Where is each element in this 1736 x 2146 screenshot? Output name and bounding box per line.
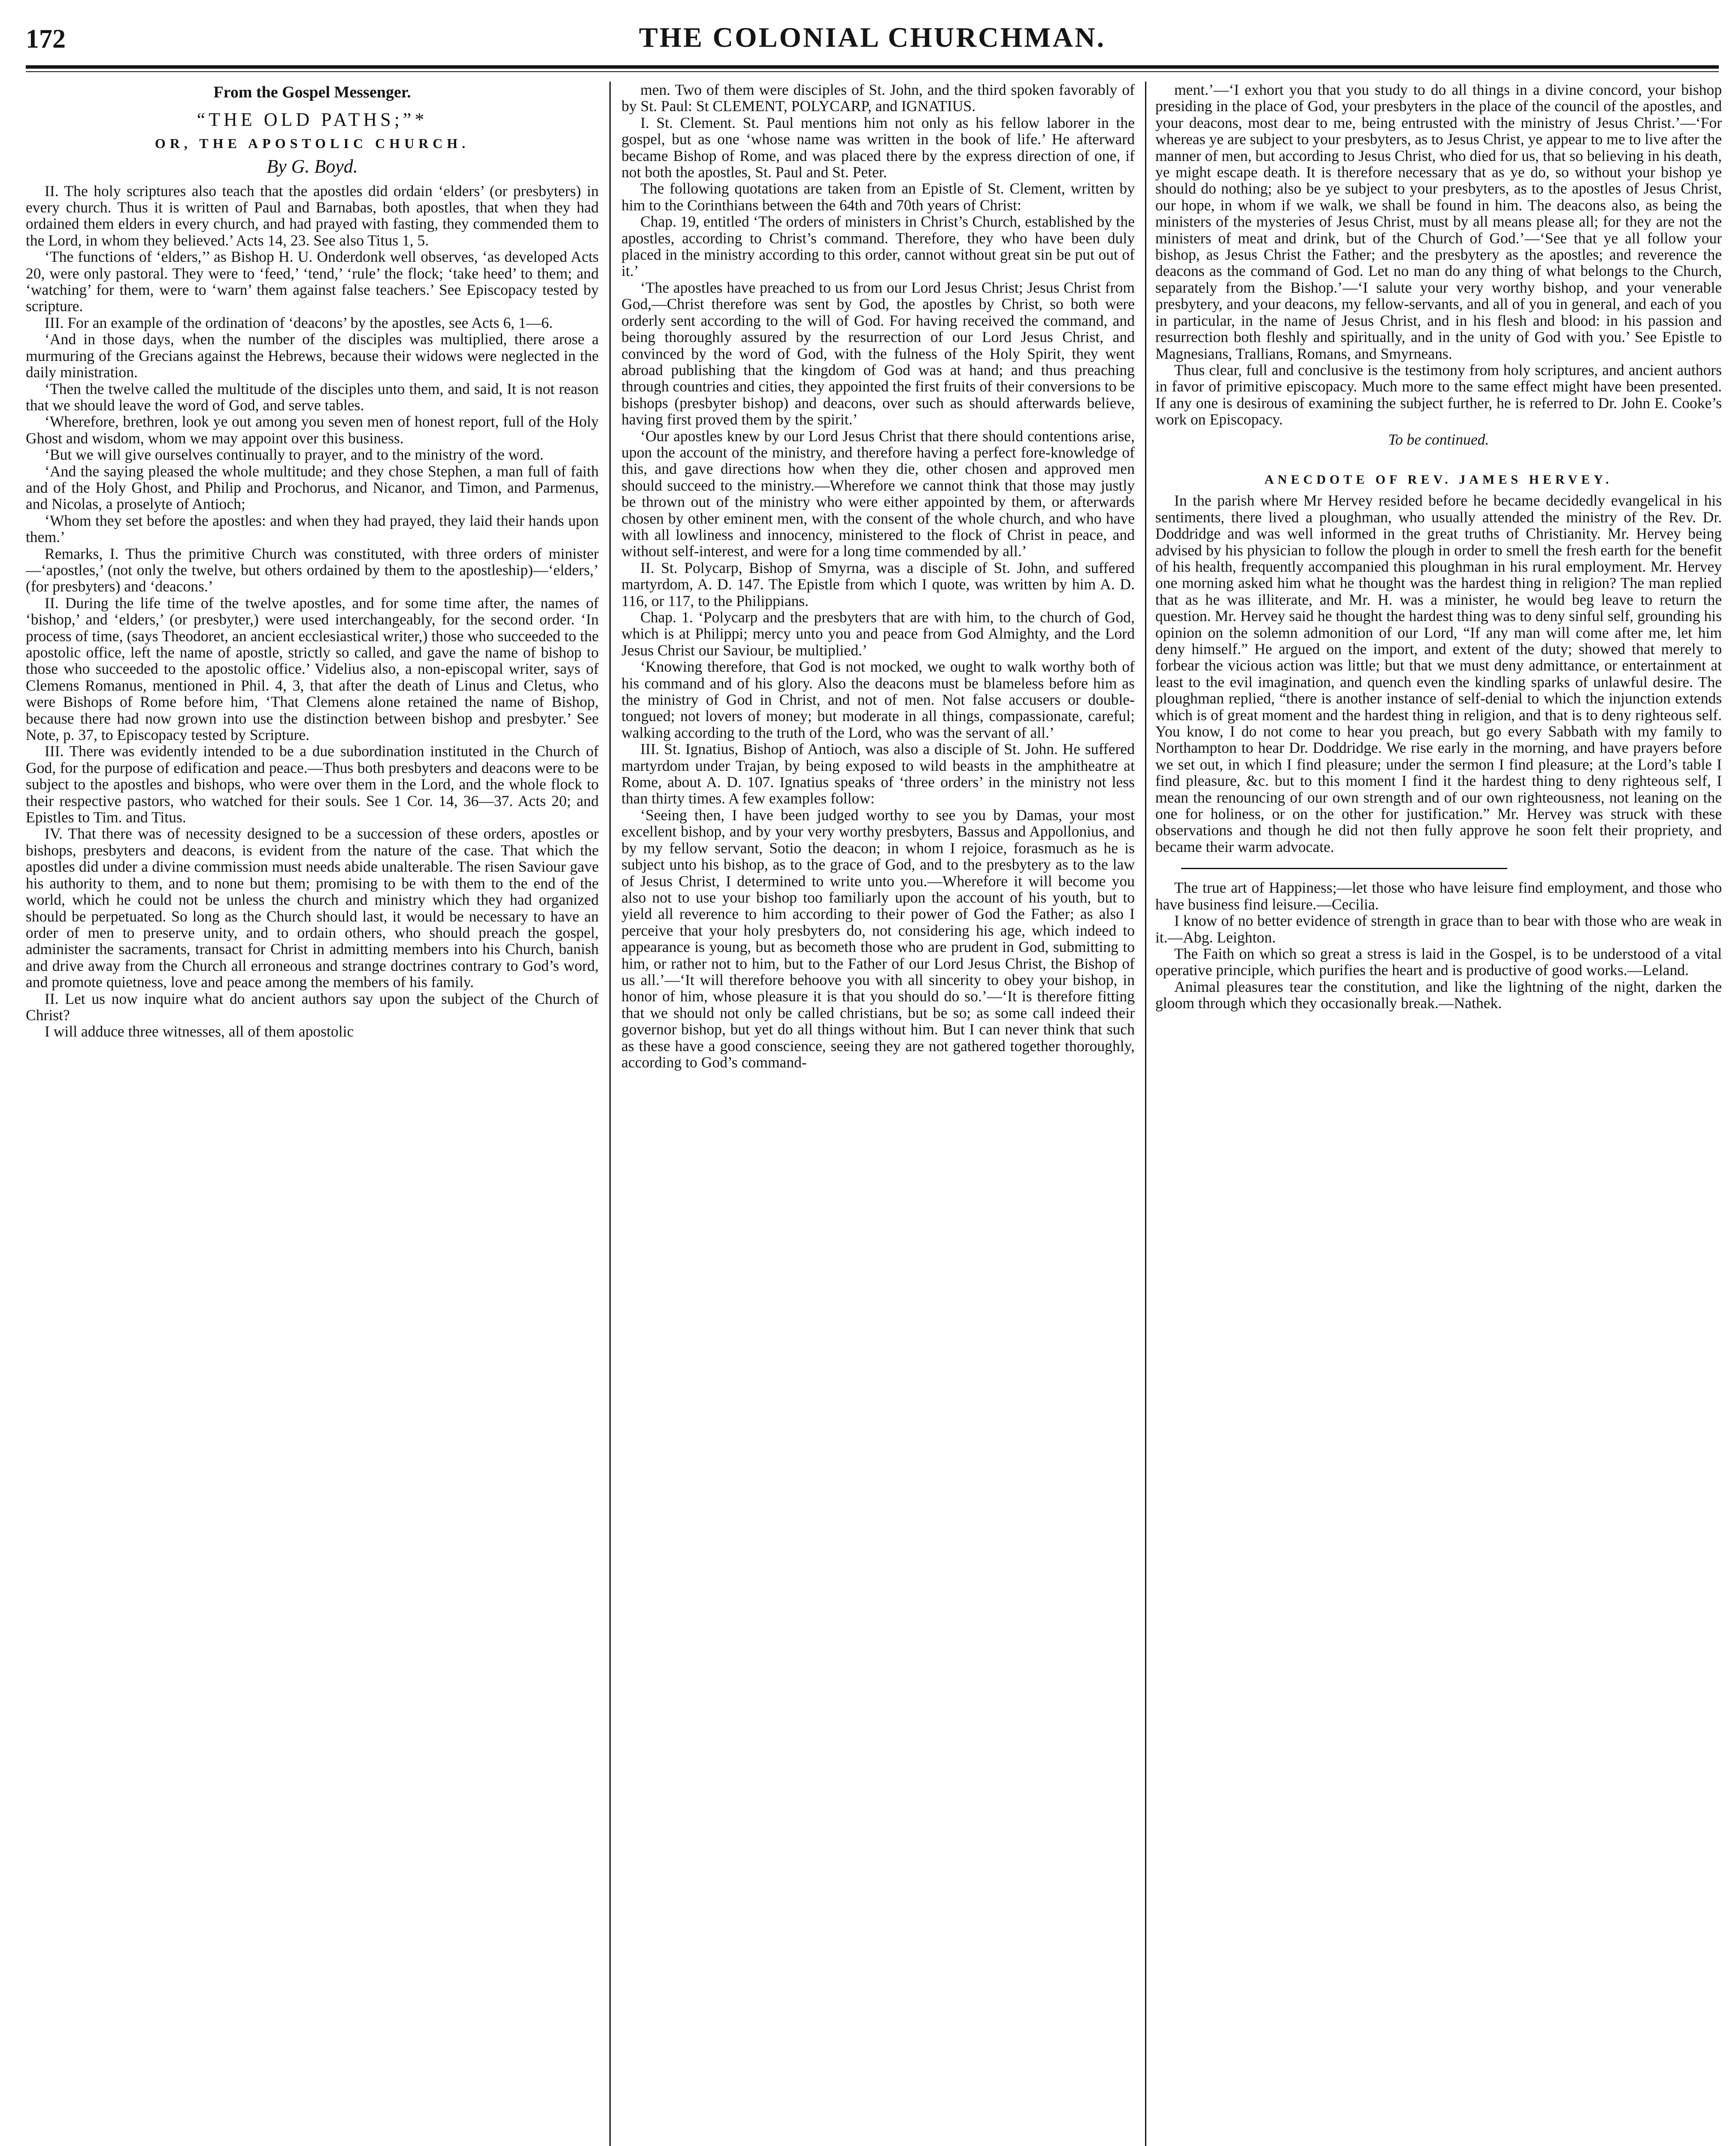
paragraph: men. Two of them were disciples of St. John, and the third spoken favorably of by St. Paul: St CLEMENT, POLYCARP, and IGNATIUS. <box>621 81 1135 115</box>
column-2 <box>621 82 1135 2146</box>
header-rule <box>26 65 1719 69</box>
article-byline: By G. Boyd. <box>267 156 358 177</box>
article-subtitle: OR, THE APOSTOLIC CHURCH. <box>155 135 470 151</box>
paragraph: II. During the life time of the twelve apostles, and for some time after, the names of ‘bishop,’ and ‘elders,’ (or presbyter,) were used interchangeably, for the second order. ‘In process of time, (says Theodoret, an ancient ecclesiastical writer,) those who succeeded to the apostolic office, left the name of apostle, strictly so called, and gave the name of bishop to those who succeeded to the apostolic office.’ Videlius also, a non-episcopal writer, says of Clemens Romanus, mentioned in Phil. 4, 3, that after the death of Linus and Cletus, who were Bishops of Rome before him, ‘That Clemens alone retained the name of Bishop, because there had now grown into use the distinction between bishop and presbyter.’ See Note, p. 37, to Episcopacy tested by Scripture. <box>26 594 599 744</box>
column-divider <box>609 82 611 2146</box>
paragraph: ment.’—‘I exhort you that you study to do all things in a divine concord, your bishop presiding in the place of God, your presbyters in the place of the council of the apostles, and your deacons, most dear to me, being entrusted with the ministry of Jesus Christ.’—‘For whereas ye are subject to your presbyters, as to Jesus Christ, ye appear to me to live after the manner of men, but according to Jesus Christ, who died for us, that so believing in his death, ye might escape death. It is therefore necessary that as ye do, so without your bishop ye should do nothing; also be ye subject to your presbyters, as to the apostles of Jesus Christ, our hope, in whom if we walk, we shall be found in him. The deacons also, as being the ministers of the mysteries of Jesus Christ, must by all means please all; for they are not the ministers of meat and drink, but of the Church of God.’—‘See that ye all follow your bishop, as Jesus Christ the Father; and the presbytery as the apostles; and reverence the deacons as the command of God. Let no man do any thing of what belongs to the Church, separately from the Bishop.’—‘I salute your very worthy bishop, and your venerable presbytery, and your deacons, my fellow-servants, and all of you in general, and each of you in particular, in the name of Jesus Christ, and in his flesh and blood: in his passion and resurrection both fleshly and spiritually, and in the unity of God with you.’ See Epistle to Magnesians, Trallians, Romans, and Smyrneans. <box>1155 81 1722 362</box>
paragraph: In the parish where Mr Hervey resided before he became decidedly evangelical in his sentiments, there lived a ploughman, who usually attended the ministry of the Rev. Dr. Doddridge and was well informed in the great truths of Christianity. Mr. Hervey being advised by his physician to follow the plough in order to smell the fresh earth for the benefit of his health, frequently accompanied this ploughman in his rural employment. Mr. Hervey one morning asked him what he thought was the hardest thing in religion? The man replied that as he was illiterate, and Mr. H. was a minister, he would beg leave to return the question. Mr. Hervey said he thought the hardest thing was to deny sinful self, grounding his opinion on the solemn admonition of our Lord, “If any man will come after me, let him deny himself.” He argued on the import, and extent of the duty; showed that merely to forbear the vicious action was little; but that we must deny admittance, or entertainment at least to the evil imagination, and quench even the kindling sparks of unlawful desire. The ploughman replied, “there is another instance of self-denial to which the injunction extends which is of great moment and the hardest thing in religion, and that is to deny righteous self. You know, I do not come to hear you preach, but go every Sabbath with my family to Northampton to hear Dr. Doddridge. We rise early in the morning, and have prayers before we set out, in which I find pleasure; under the sermon I find pleasure; at the Lord’s table I find pleasure, &c. but to this moment I find it the hardest thing to deny righteous self, I mean the renouncing of our own strength and of our own righteousness, not leaning on the one for holiness, or on the other for justification.” Mr. Hervey was struck with these observations and though he did not then fully approve he soon felt their propriety, and became their warm advocate. <box>1155 492 1722 855</box>
column-3 <box>1155 82 1722 2146</box>
maxim: The Faith on which so great a stress is laid in the Gospel, is to be understood of a vital operative principle, which purifies the heart and is productive of good works.—Leland. <box>1155 945 1722 979</box>
article-source: From the Gospel Messenger. <box>213 83 411 101</box>
paragraph: ‘Then the twelve called the multitude of the disciples unto them, and said, It is not reason that we should leave the word of God, and serve tables. <box>26 380 599 414</box>
paragraph: I will adduce three witnesses, all of them apostolic <box>45 1023 354 1040</box>
paragraph: III. There was evidently intended to be a due subordination instituted in the Church of God, for the purpose of edification and peace.—Thus both presbyters and deacons were to be subject to the apostles and bishops, who were over them in the Lord, and the whole flock to their respective pastors, who watched for their souls. See 1 Cor. 14, 36—37. Acts 20; and Epistles to Tim. and Titus. <box>26 743 599 826</box>
paragraph: II. Let us now inquire what do ancient authors say upon the subject of the Church of Christ? <box>26 990 599 1024</box>
maxim: Animal pleasures tear the constitution, and like the lightning of the night, darken the gloom through which they occasionally break.—Nathek. <box>1155 978 1722 1012</box>
paragraph: ‘Seeing then, I have been judged worthy to see you by Damas, your most excellent bishop, and by your very worthy presbyters, Bassus and Appollonius, and by my fellow servant, Sotio the deacon; in whom I rejoice, forasmuch as he is subject unto his bishop, as to the grace of God, and to the presbytery as to the law of Jesus Christ, I determined to write unto you.—Wherefore it will become you also not to use your bishop too familiarly upon the account of his youth, but to yield all reverence to him according to their power of God the Father; as also I perceive that your holy presbyters do, not considering his age, which indeed to appearance is young, but as becometh those who are prudent in God, submitting to him, or rather not to him, but to the Father of our Lord Jesus Christ, the Bishop of us all.’—‘It will therefore behoove you with all sincerity to obey your bishop, in honor of him, whose pleasure it is that you should do so.’—‘It is therefore fitting that we should not only be called christians, but be so; as some call indeed their governor bishop, but yet do all things without him. But I can never think that such as these have a good conscience, seeing they are not gathered together thoroughly, according to God’s command- <box>621 806 1135 1071</box>
paragraph: The following quotations are taken from an Epistle of St. Clement, written by him to the Corinthians between the 64th and 70th years of Christ: <box>621 180 1135 214</box>
paragraph: Remarks, I. Thus the primitive Church was constituted, with three orders of minister—‘apostles,’ (not only the twelve, but others ordained by them to the apostleship)—‘elders,’ (for presbyters) and ‘deacons.’ <box>26 545 599 595</box>
maxim: The true art of Happiness;—let those who have leisure find employment, and those who have business find leisure.—Cecilia. <box>1155 879 1722 913</box>
page-number: 172 <box>26 24 66 54</box>
page-header <box>26 17 1719 69</box>
paragraph: Thus clear, full and conclusive is the testimony from holy scriptures, and ancient authors in favor of primitive episcopacy. Much more to the same effect might have been presented. If any one is desirous of examining the subject further, he is referred to Dr. John E. Cooke’s work on Episcopacy. <box>1155 361 1722 428</box>
paragraph: Chap. 1. ‘Polycarp and the presbyters that are with him, to the church of God, which is at Philippi; mercy unto you and peace from God Almighty, and the Lord Jesus Christ our Saviour, be multiplied.’ <box>621 609 1135 659</box>
paragraph: ‘And the saying pleased the whole multitude; and they chose Stephen, a man full of faith and of the Holy Ghost, and Philip and Prochorus, and Nicanor, and Timon, and Parmenus, and Nicolas, a proselyte of Antioch; <box>26 462 599 513</box>
column-divider <box>1145 82 1146 2146</box>
anecdote-heading: ANECDOTE OF REV. JAMES HERVEY. <box>1264 472 1613 487</box>
maxim: I know of no better evidence of strength in grace than to bear with those who are weak in it.—Abg. Leighton. <box>1155 912 1722 946</box>
paragraph: ‘The apostles have preached to us from our Lord Jesus Christ; Jesus Christ from God,—Christ therefore was sent by God, the apostles by Christ, so both were orderly sent according to the will of God. For having received the command, and being thoroughly assured by the resurrection of our Lord Jesus Christ, and convinced by the word of God, with the fulness of the Holy Spirit, they went abroad publishing that the kingdom of God was at hand; and thus preaching through countries and cities, they appointed the first fruits of their conversions to be bishops (presbyter bishop) and deacons, over such as should afterwards believe, having first proved them by the spirit.’ <box>621 279 1135 428</box>
paragraph: III. For an example of the ordination of ‘deacons’ by the apostles, see Acts 6, 1—6. <box>45 314 553 331</box>
header-rule-thin <box>26 71 1719 72</box>
to-be-continued: To be continued. <box>1388 430 1489 448</box>
article-title: “THE OLD PATHS;”* <box>197 109 428 130</box>
paragraph: ‘The functions of ‘elders,’’ as Bishop H. U. Onderdonk well observes, ‘as developed Acts 20, were only pastoral. They were to ‘feed,’ ‘tend,’ ‘rule’ the flock; ‘take heed’ to them; and ‘watching’ for them, were to ‘warn’ them against false teachers.’ See Episcopacy tested by scripture. <box>26 248 599 315</box>
paragraph: ‘Whom they set before the apostles: and when they had prayed, they laid their hands upon them.’ <box>26 512 599 546</box>
masthead-title: THE COLONIAL CHURCHMAN. <box>639 22 1106 53</box>
paragraph: II. The holy scriptures also teach that the apostles did ordain ‘elders’ (or presbyters) in every church. Thus it is written of Paul and Barnabas, both apostles, that when they had ordained them elders in every church, and had prayed with fasting, they commended them to the Lord, in whom they believed.’ Acts 14, 23. See also Titus 1, 5. <box>26 182 599 249</box>
paragraph: ‘And in those days, when the number of the disciples was multiplied, there arose a murmuring of the Grecians against the Hebrews, because their widows were neglected in the daily ministration. <box>26 330 599 381</box>
column-1 <box>26 82 599 2146</box>
paragraph: Chap. 19, entitled ‘The orders of ministers in Christ’s Church, established by the apostles, according to Christ’s command. Therefore, they who have been duly placed in the ministry according to this order, cannot without great sin be put out of it.’ <box>621 213 1135 280</box>
paragraph: IV. That there was of necessity designed to be a succession of these orders, apostles or bishops, presbyters and deacons, is evident from the nature of the case. That which the apostles did under a divine commission must needs abide unalterable. The risen Saviour gave his authority to them, and to none but them; promising to be with them to the end of the world, which he could not be unless the church and ministry which they had organized should be perpetuated. So long as the Church should last, it would be necessary to have an order of men to preserve unity, and to ordain others, who should preach the gospel, administer the sacraments, transact for Christ in admitting members into his Church, banish and drive away from the Church all erroneous and strange doctrines contrary to God’s word, and promote quietness, love and peace among the members of his family. <box>26 825 599 991</box>
paragraph: III. St. Ignatius, Bishop of Antioch, was also a disciple of St. John. He suffered martyrdom under Trajan, by being exposed to wild beasts in the amphitheatre at Rome, about A. D. 107. Ignatius speaks of ‘three orders’ in the ministry not less than thirty times. A few examples follow: <box>621 740 1135 807</box>
paragraph: ‘Our apostles knew by our Lord Jesus Christ that there should contentions arise, upon the account of the ministry, and therefore having a perfect fore-knowledge of this, and gave directions how when they die, other chosen and approved men should succeed to the ministry.—Wherefore we cannot think that those may justly be thrown out of the ministry who were either appointed by them, or afterwards chosen by other eminent men, with the consent of the whole church, and who have with all lowliness and innocency, ministered to the flock of Christ in peace, and without self-interest, and were for a long time commended by all.’ <box>621 427 1135 560</box>
paragraph: ‘Knowing therefore, that God is not mocked, we ought to walk worthy both of his command and of his glory. Also the deacons must be blameless before him as the ministry of God in Christ, and not of men. Not false accusers or double-tongued; not lovers of money; but moderate in all things, compassionate, careful; walking according to the truth of the Lord, who was the servant of all.’ <box>621 658 1135 741</box>
paragraph: II. St. Polycarp, Bishop of Smyrna, was a disciple of St. John, and suffered martyrdom, A. D. 147. The Epistle from which I quote, was written by him A. D. 116, or 117, to the Philippians. <box>621 559 1135 609</box>
paragraph: ‘Wherefore, brethren, look ye out among you seven men of honest report, full of the Holy Ghost and wisdom, whom we may appoint over this business. <box>26 413 599 447</box>
paragraph: ‘But we will give ourselves continually to prayer, and to the ministry of the word. <box>45 446 544 464</box>
paragraph: I. St. Clement. St. Paul mentions him not only as his fellow laborer in the gospel, but as one ‘whose name was written in the book of life.’ He afterward became Bishop of Rome, and was placed there by the express direction of one, if not both the apostles, St. Paul and St. Peter. <box>621 114 1135 181</box>
section-rule <box>1181 868 1507 869</box>
